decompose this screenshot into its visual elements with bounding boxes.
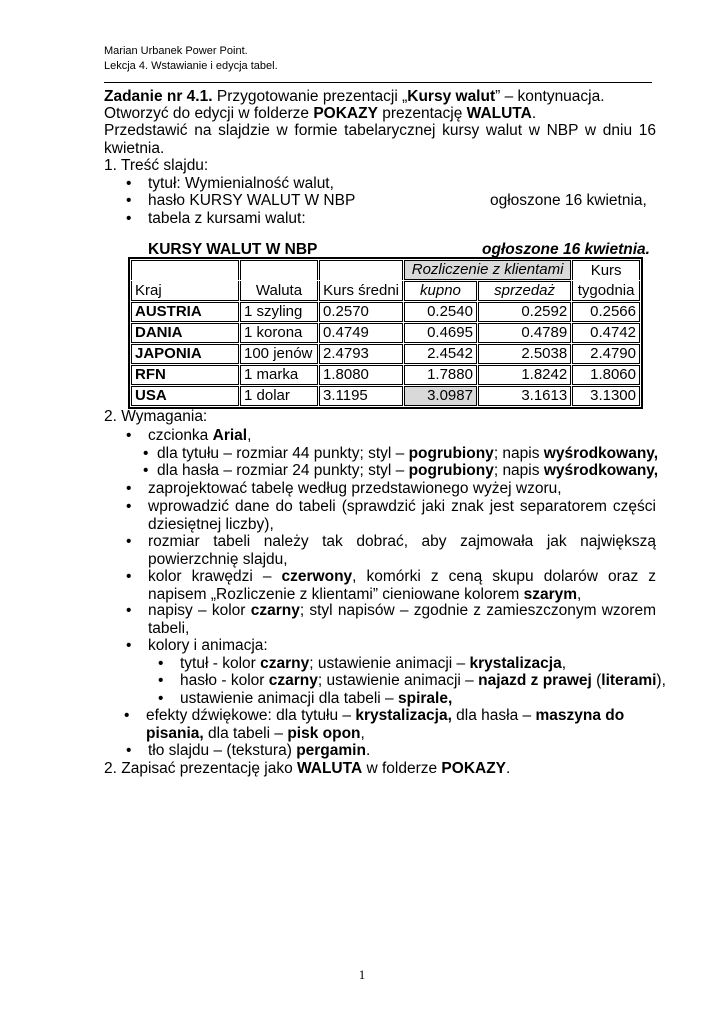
req-emph: czerwony [281,568,353,585]
cell-week: 0.2566 [572,302,640,322]
req-text: . [365,742,371,759]
cell-currency: 1 szyling [240,302,318,322]
header-tygodnia: tygodnia [572,281,640,301]
cell-country: AUSTRIA [131,302,239,322]
req-emph: szarym [523,585,578,603]
task-text: . [531,105,537,122]
cell-sell: 1.8242 [478,365,571,385]
req-text: dla tabeli – [203,724,288,742]
item-1-heading: 1. Treść slajdu: [104,157,209,174]
cell-country: RFN [131,365,239,385]
header-kurs-top: Kurs [572,260,640,280]
req-text: , [247,427,252,444]
item-2-heading: 2. Wymagania: [104,408,208,425]
table-row [131,323,640,343]
req-text: ; ustawienie animacji – [317,672,479,689]
req-anim-slogan [180,672,666,689]
req-emph: pogrubiony [408,445,494,462]
item-save [104,760,510,777]
folder-name: POKAZY [313,105,378,122]
req-emph: wyśrodkowany, [543,462,659,479]
cell-buy: 1.7880 [404,365,477,385]
cell-country: USA [131,386,239,406]
task-line-1 [104,88,605,105]
folder-name: POKAZY [441,760,507,777]
req-text: 2. Zapisać prezentację jako [104,760,297,777]
req-text-color [148,602,656,637]
task-text: Otworzyć do edycji w folderze [104,105,314,122]
cell-currency: 100 jenów [240,344,318,364]
req-colors-animation: • kolory i animacja: [148,637,268,654]
req-text: ustawienie animacji dla tabeli – [180,690,398,707]
req-emph: najazd z prawej [478,672,592,689]
cell-week: 0.4742 [572,323,640,343]
table-row [131,302,640,322]
task-label: Zadanie nr 4.1. [104,88,213,105]
table-title-right: ogłoszone 16 kwietnia. [482,241,650,258]
cell-buy: 0.2540 [404,302,477,322]
task-line-2 [104,105,536,122]
header-kupno: kupno [404,281,477,301]
req-text: w folderze [362,760,442,777]
req-emph: spirale, [397,690,453,707]
req-text: , [360,724,365,742]
cell-sell: 0.2592 [478,302,571,322]
req-text: ; napis [493,462,544,479]
header-line-2: Lekcja 4. Wstawianie i edycja tabel. [104,60,278,72]
req-text: , [577,585,582,603]
req-text: ( [591,672,602,689]
req-text: tło slajdu – (tekstura) [148,742,297,759]
req-text: kolor krawędzi – [148,568,282,585]
req-anim-title [180,655,566,672]
cell-buy: 0.4695 [404,323,477,343]
cell-sell: 3.1613 [478,386,571,406]
cell-week: 3.1300 [572,386,640,406]
req-emph: pisk opon [287,724,361,742]
req-emph: krystalizacja, [355,707,452,724]
req-text: , komórki z ceną skupu dolarów oraz z napisem „Rozliczenie z klientami” cieniowane kolorem [148,568,656,603]
cell-sell: 0.4789 [478,323,571,343]
req-text: tytuł - kolor [180,655,261,672]
req-text: , [561,655,567,672]
file-name: WALUTA [297,760,363,777]
task-text: prezentację [377,105,467,122]
header-cell-empty [240,260,318,280]
table-header-row [131,281,640,301]
header-sprzedaz: sprzedaż [478,281,571,301]
header-kurs-sredni: Kurs średni [319,281,403,301]
req-text: dla tytułu – rozmiar 44 punkty; styl – [157,445,409,462]
cell-avg: 2.4793 [319,344,403,364]
req-enter-data: • wprowadzić dane do tabeli (sprawdzić jaki znak jest separatorem części dziesiętnej liczby), [148,498,656,533]
cell-country: JAPONIA [131,344,239,364]
req-emph: czarny [250,602,300,619]
header-cell-empty [319,260,403,280]
table-row [131,344,640,364]
presentation-title: Kursy walut [407,88,496,105]
req-emph: literami [601,672,657,689]
slogan-right: ogłoszone 16 kwietnia, [490,192,647,209]
cell-sell: 2.5038 [478,344,571,364]
header-cell-empty [131,260,239,280]
table-row [131,386,640,406]
page-number: 1 [358,967,366,982]
req-text: napisy – kolor [148,602,251,619]
req-emph: wyśrodkowany, [543,445,659,462]
task-text: Przygotowanie prezentacji „ [212,88,408,105]
group-header-rozliczenie: Rozliczenie z klientami [404,260,571,280]
cell-country: DANIA [131,323,239,343]
req-table-size: • rozmiar tabeli należy tak dobrać, aby zajmowała jak największą powierzchnię slajdu, [148,533,656,568]
cell-avg: 0.2570 [319,302,403,322]
table-header-row-top [131,260,640,280]
req-sound-effects [146,707,658,742]
req-emph: pergamin [296,742,366,759]
task-text: ” – kontynuacja. [495,88,605,105]
req-text: dla hasła – rozmiar 24 punkty; styl – [157,462,409,479]
cell-buy-usd-shaded: 3.0987 [404,386,477,406]
task-line-3: Przedstawić na slajdzie w formie tabelarycznej kursy walut w NBP w dniu 16 kwietnia. [104,122,656,157]
req-font-title [157,445,658,462]
header-waluta: Waluta [240,281,318,301]
req-text: ; ustawienie animacji – [309,655,470,672]
table-row [131,365,640,385]
req-border-color [148,568,656,603]
cell-avg: 0.4749 [319,323,403,343]
cell-currency: 1 marka [240,365,318,385]
cell-week: 2.4790 [572,344,640,364]
req-emph: maszyna do pisania, [146,707,625,742]
header-line-1: Marian Urbanek Power Point. [104,45,248,57]
req-anim-table [180,690,452,707]
header-rule [104,82,652,83]
slogan-left: hasło KURSY WALUT W NBP [148,192,356,209]
req-text: ), [656,672,666,689]
table-title-left: KURSY WALUT W NBP [148,241,318,258]
req-design-table: • zaprojektować tabelę według przedstawionego wyżej wzoru, [148,480,562,497]
req-text: . [506,760,511,777]
req-text: dla hasła – [451,707,536,724]
file-name: WALUTA [466,105,532,122]
cell-currency: 1 dolar [240,386,318,406]
bullet-table: • tabela z kursami walut: [148,210,306,227]
req-emph: czarny [268,672,318,689]
req-text: ; styl napisów – zgodnie z zamieszczonym wzorem tabeli, [148,602,656,637]
bullet-slogan [148,192,355,209]
bullet-title: • tytuł: Wymienialność walut, [148,175,334,192]
cell-week: 1.8060 [572,365,640,385]
header-kraj: Kraj [131,281,239,301]
exchange-rate-table [128,257,643,409]
req-background [148,742,370,759]
cell-buy: 2.4542 [404,344,477,364]
req-emph: czarny [260,655,310,672]
req-text: efekty dźwiękowe: dla tytułu – [146,707,356,724]
cell-avg: 3.1195 [319,386,403,406]
cell-avg: 1.8080 [319,365,403,385]
font-name: Arial [212,427,248,444]
req-emph: krystalizacja [469,655,562,672]
req-font-slogan [157,462,658,479]
cell-currency: 1 korona [240,323,318,343]
req-text: czcionka [148,427,213,444]
req-text: hasło - kolor [180,672,269,689]
req-text: ; napis [493,445,544,462]
req-emph: pogrubiony [408,462,494,479]
req-font [148,427,251,444]
